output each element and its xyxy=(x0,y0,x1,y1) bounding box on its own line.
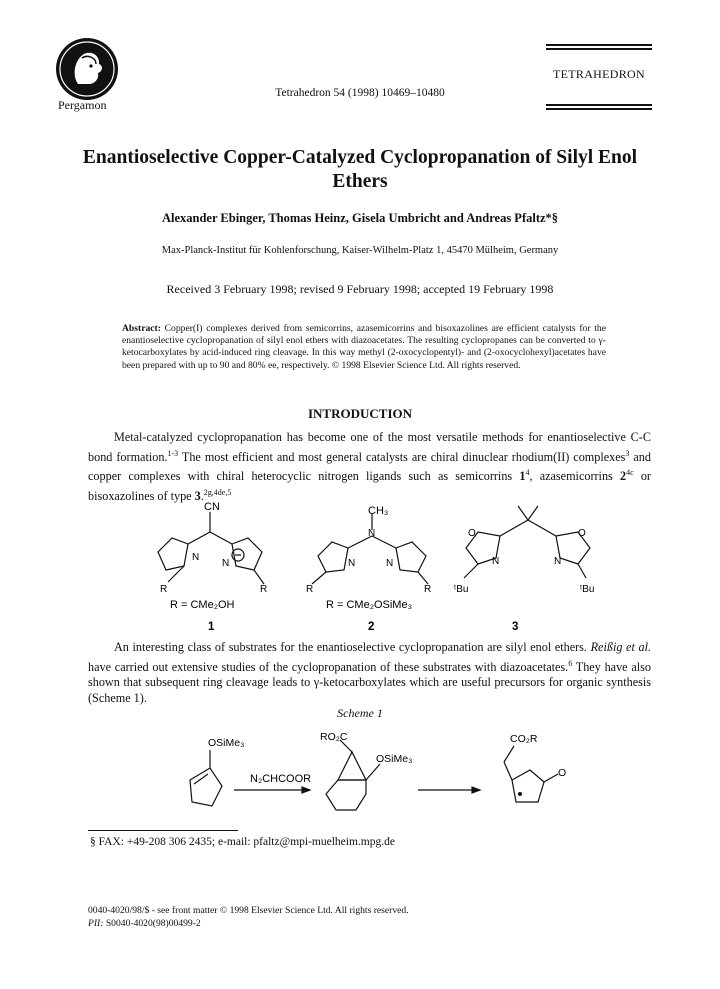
header-rule-top xyxy=(546,44,652,46)
pii-value: S0040-4020(98)00499-2 xyxy=(103,917,201,929)
abstract-text: Copper(I) complexes derived from semicorrins, azasemicorrins and bisoxazolines are efficient catalysts for the enantioselective cyclopropanation of silyl enol ethers with diazoacetates. The resulting cyclopropanes can be converted to γ-ketocarboxylates by acid-induced ring cleavage. In this way methyl (2-oxocyclopentyl)- and (2-oxocyclohexyl)acetates have been prepared with up to 90 and 80% ee, respectively. © 1998 Elsevier Science Ltd. All rights reserved. xyxy=(122,323,606,371)
header-rule-bottom xyxy=(546,104,652,106)
p1-text-c: and copper complexes with chiral heterocyclic nitrogen ligands such as semicorrins xyxy=(88,449,651,484)
s2-caption: R = CMe₂OSiMe₃ xyxy=(326,599,413,611)
intro-paragraph-1: Metal-catalyzed cyclopropanation has become one of the most versatile methods for enantioselective C-C bond formation.$^{1-3}$ The most efficient and most general catalysts are chiral dinuclear rhodium(II) complexes$^3$ and copper complexes with chiral heterocyclic nitrogen ligands such as semicorrins $1^4$, azasemicorrins $2^{4c}$ or bisoxazolines of type 3.$^{2g,4de,5}$ xyxy=(88,430,651,503)
p2-ref: 6 xyxy=(568,658,573,668)
p1-ref-1: 1-3 xyxy=(167,448,179,458)
s3-number: 3 xyxy=(512,621,519,633)
abstract xyxy=(122,323,606,372)
scheme-co2r: CO₂R xyxy=(510,733,538,745)
pii-line xyxy=(88,918,409,931)
p1-ref-5: 2g,4de,5 xyxy=(203,487,232,497)
s1-r-right: R xyxy=(260,584,268,595)
p1-text-d: , azasemicorrins xyxy=(529,469,620,484)
header-rule-bottom-2 xyxy=(546,108,652,110)
s1-n-right: N xyxy=(222,558,230,569)
section-heading-introduction: INTRODUCTION xyxy=(307,406,412,421)
scheme-ro2c: RO₂C xyxy=(320,731,348,743)
scheme-1 xyxy=(170,722,590,822)
s1-r-left: R xyxy=(160,584,168,595)
scheme-osime3-product: OSiMe₃ xyxy=(376,753,413,765)
journal-name: TETRAHEDRON xyxy=(553,67,645,81)
p2-text-a: An interesting class of substrates for the enantioselective cyclopropanation are silyl enol ethers. xyxy=(114,640,591,654)
s2-number: 2 xyxy=(368,621,375,633)
copyright-block xyxy=(88,905,409,930)
s2-n-left: N xyxy=(348,558,356,569)
copyright-line: 0040-4020/98/$ - see front matter © 1998 Elsevier Science Ltd. All rights reserved. xyxy=(88,905,409,916)
ligand-structures xyxy=(140,500,600,635)
s1-top-group: CN xyxy=(204,501,220,513)
s3-o-right: O xyxy=(578,528,586,539)
s3-o-left: O xyxy=(468,528,476,539)
p1-text-b: The most efficient and most general catalysts are chiral dinuclear rhodium(II) complexes xyxy=(178,449,626,464)
scheme-osime3-reactant: OSiMe₃ xyxy=(208,737,245,749)
journal-citation: Tetrahedron 54 (1998) 10469–10480 xyxy=(275,87,445,99)
s1-n-left: N xyxy=(192,552,200,563)
s1-caption: R = CMe₂OH xyxy=(170,599,235,611)
p1-ref-2: 3 xyxy=(625,448,630,458)
s2-n-right: N xyxy=(386,558,394,569)
footnote-rule xyxy=(88,830,238,831)
p1-ref-3: 4 xyxy=(525,468,530,478)
s2-n-top: N xyxy=(368,528,376,539)
publisher-name: Pergamon xyxy=(58,98,107,112)
abstract-label: Abstract: xyxy=(122,323,161,334)
s3-n-left: N xyxy=(492,556,500,567)
pii-label: PII: xyxy=(88,917,104,929)
s2-r-right: R xyxy=(424,584,432,595)
header-rule-top-2 xyxy=(546,48,652,50)
footnote-contact: § FAX: +49-208 306 2435; e-mail: pfaltz@mpi-muelheim.mpg.de xyxy=(90,836,395,848)
scheme-label: Scheme 1 xyxy=(337,706,383,720)
s3-n-right: N xyxy=(554,556,562,567)
s2-r-left: R xyxy=(306,584,314,595)
compound-ref-1: 1 xyxy=(519,469,526,484)
compound-ref-3: 3 xyxy=(194,488,201,503)
s1-number: 1 xyxy=(208,621,215,633)
p2-author-name: Reißig et al. xyxy=(590,640,651,654)
scheme-ketone-o: O xyxy=(558,767,567,779)
affiliation: Max-Planck-Institut für Kohlenforschung, Kaiser-Wilhelm-Platz 1, 45470 Mülheim, Germany xyxy=(161,245,559,256)
compound-ref-2: 2 xyxy=(619,469,627,484)
p2-text-c: They have also shown that subsequent ring cleavage leads to γ-ketocarboxylates which are useful precursors for organic synthesis (Scheme 1). xyxy=(88,659,651,705)
p2-text-b: have carried out extensive studies of the cyclopropanation of these substrates with diazoacetates. xyxy=(88,659,569,674)
intro-paragraph-2 xyxy=(88,640,651,706)
scheme-reagent: N₂CHCOOR xyxy=(250,773,312,785)
article-title: Enantioselective Copper-Catalyzed Cyclopropanation of Silyl Enol Ethers xyxy=(82,147,638,192)
s3-tbu-left: ᵗBu xyxy=(454,584,469,595)
s2-top-group: CH₃ xyxy=(368,505,389,517)
received-dates: Received 3 February 1998; revised 9 February 1998; accepted 19 February 1998 xyxy=(166,282,554,296)
p1-ref-4: 4c xyxy=(626,468,634,478)
author-list: Alexander Ebinger, Thomas Heinz, Gisela Umbricht and Andreas Pfaltz*§ xyxy=(161,211,559,225)
p1-text-e: or bisoxazolines of type xyxy=(88,469,651,503)
s3-tbu-right: ᵗBu xyxy=(580,584,595,595)
p1-text-a: Metal-catalyzed cyclopropanation has become one of the most versatile methods for enantioselective C-C bond formation. xyxy=(88,430,651,464)
